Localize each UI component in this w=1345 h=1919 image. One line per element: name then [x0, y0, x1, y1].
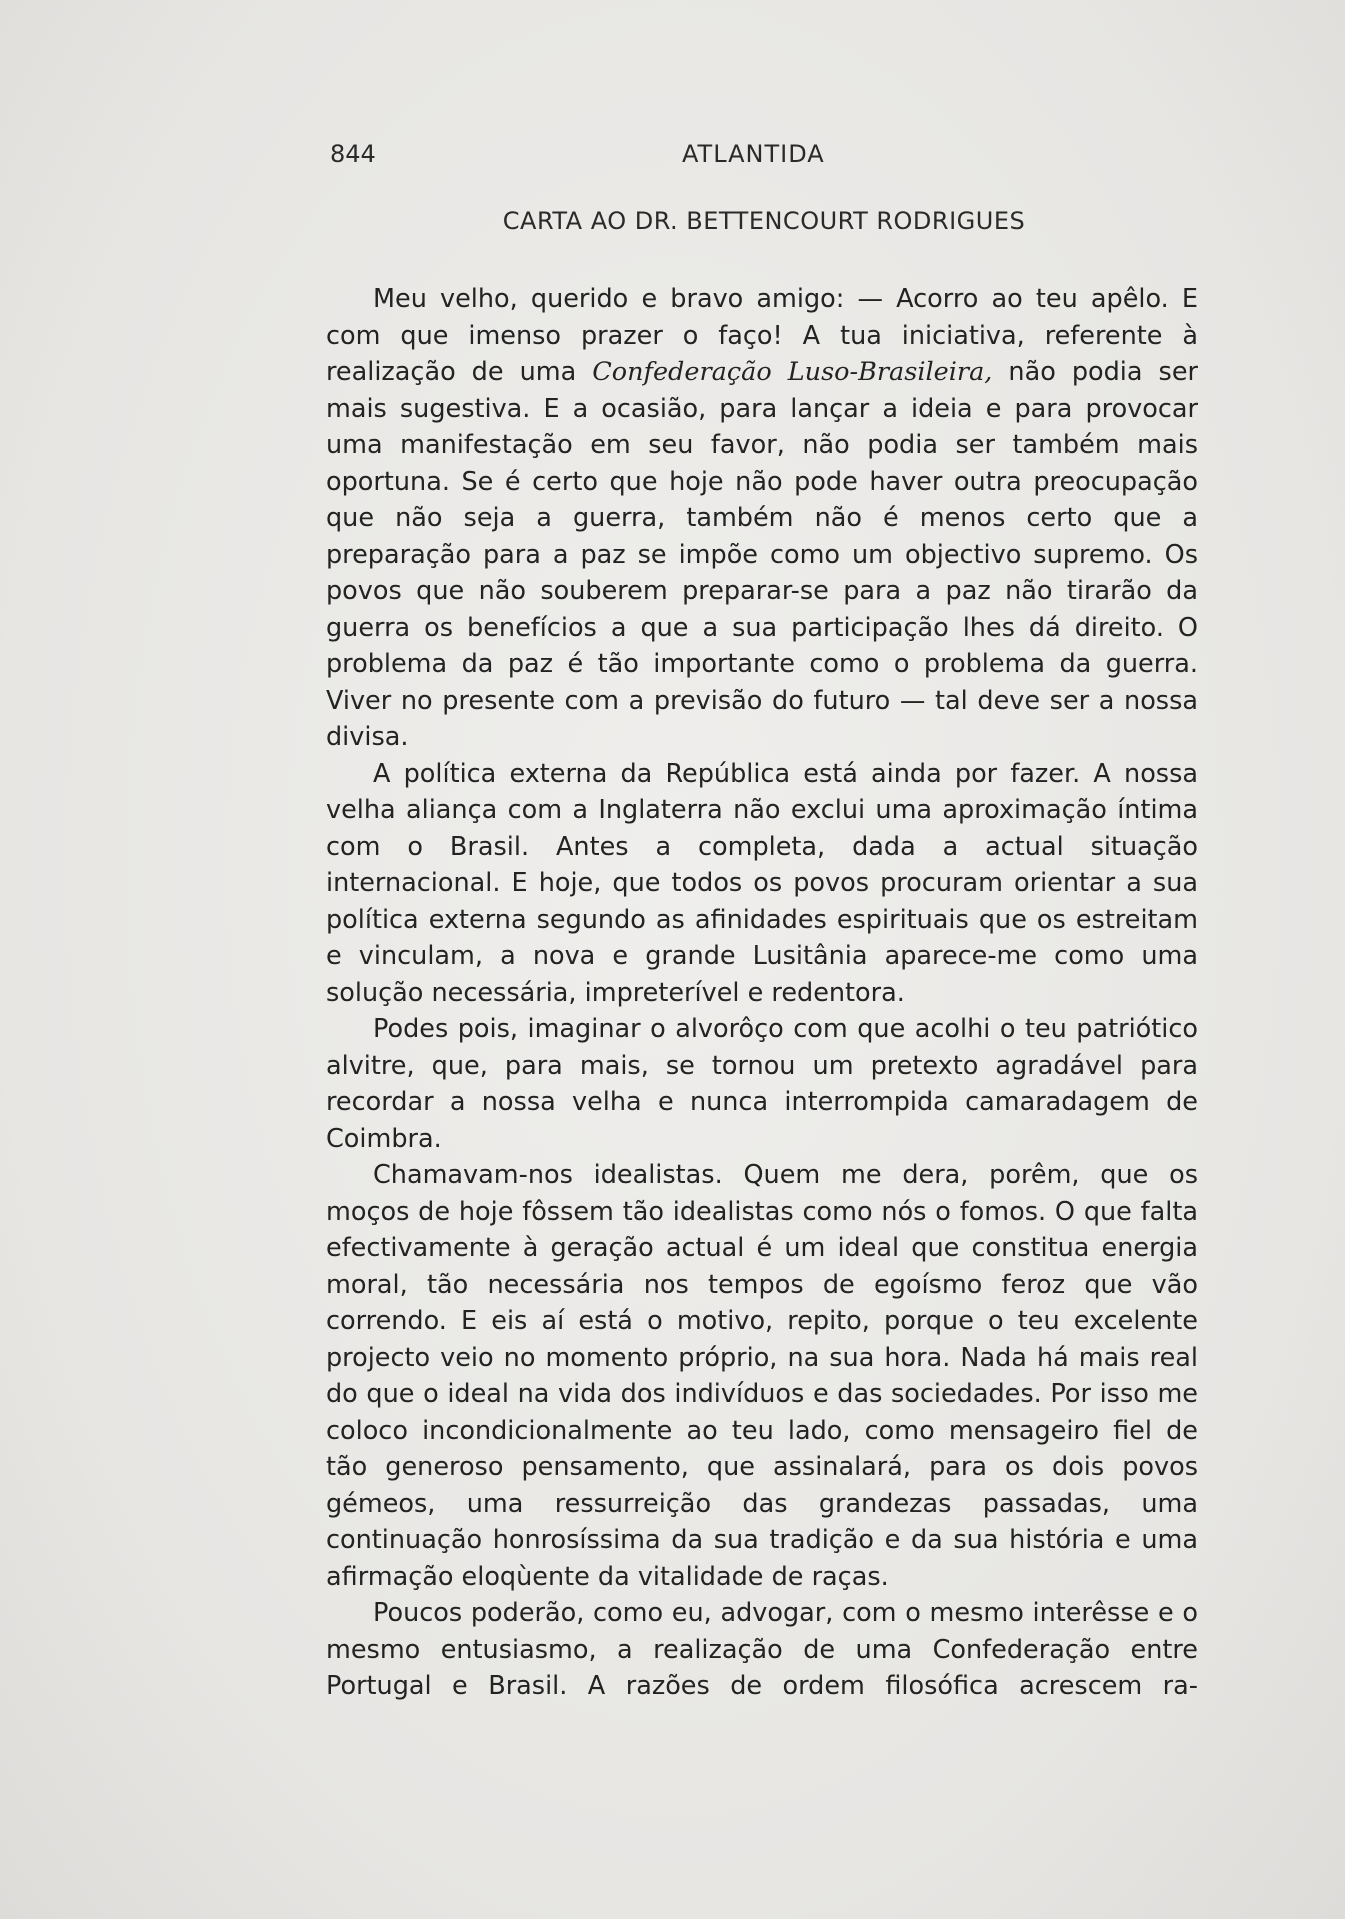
page-number: 844 [330, 140, 376, 168]
paragraph: A política externa da República está ainda por fazer. A nossa velha aliança com a Inglaterra não exclui uma aproximação íntima com o Brasil. Antes a completa, dada a actual situação internacional. E hoje, que todos os povos procuram orientar a sua política externa segundo as afinidades espirituais que os estreitam e vinculam, a nova e grande Lusitânia aparece-me como uma solução necessária, impreterível e redentora. [326, 758, 1198, 1008]
paragraph: Podes pois, imaginar o alvorôço com que acolhi o teu patriótico alvitre, que, para mais, se tornou um pretexto agradável para recordar a nossa velha e nunca interrompida camaradagem de Coimbra. [326, 1014, 1198, 1154]
paragraph [326, 281, 1198, 756]
paragraph-text: não podia ser mais sugestiva. E a ocasião, para lançar a ideia e para provocar uma manifestação em seu favor, não podia ser também mais oportuna. Se é certo que hoje não pode haver outra preocupação que não seja a guerra, também não é menos certo que a preparação para a paz se impõe como um objectivo supremo. Os povos que não souberem preparar-se para a paz não tirarão da guerra os benefícios a que a sua participação lhes dá direito. O problema da paz é tão importante como o problema da guerra. Viver no presente com a previsão do futuro — tal deve ser a nossa divisa. [326, 357, 1198, 752]
paragraph: Chamavam-nos idealistas. Quem me dera, porêm, que os moços de hoje fôssem tão idealistas como nós o fomos. O que falta efectivamente à geração actual é um ideal que constitua energia moral, tão necessária nos tempos de egoísmo feroz que vão correndo. E eis aí está o motivo, repito, porque o teu excelente projecto veio no momento próprio, na sua hora. Nada há mais real do que o ideal na vida dos indivíduos e das sociedades. Por isso me coloco incondicionalmente ao teu lado, como mensageiro fiel de tão generoso pensamento, que assinalará, para os dois povos gémeos, uma ressurreição das grandezas passadas, uma continuação honrosíssima da sua tradição e da sua história e uma afirmação eloqùente da vitalidade de raças. [326, 1160, 1198, 1592]
section-title: CARTA AO DR. BETTENCOURT RODRIGUES [502, 207, 1026, 235]
italic-title: Confederação Luso-Brasileira, [592, 357, 993, 387]
paragraph-text: Meu velho, querido e bravo amigo: — Acorro ao teu apêlo. E com que imenso prazer o faço! A tua iniciativa, referente à realização de uma [326, 284, 1198, 387]
running-head [330, 140, 1198, 174]
paragraph: Poucos poderão, como eu, advogar, com o mesmo interêsse e o mesmo entusiasmo, a realização de uma Confederação entre Portugal e Brasil. A razões de ordem filosófica acrescem ra- [326, 1598, 1198, 1701]
journal-title: ATLANTIDA [682, 140, 825, 168]
letter-body [326, 281, 1198, 1705]
